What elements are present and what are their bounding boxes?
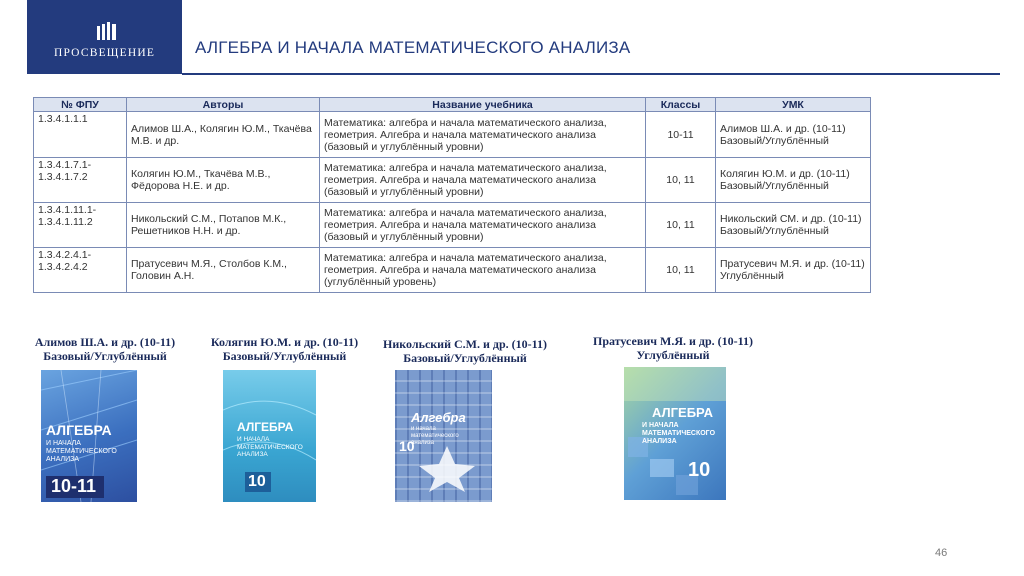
cell-umk: Алимов Ш.А. и др. (10-11) Базовый/Углублённый <box>716 112 871 158</box>
header-umk: УМК <box>716 98 871 112</box>
cell-grades: 10, 11 <box>646 203 716 248</box>
caption-line: Алимов Ш.А. и др. (10-11) <box>34 335 176 349</box>
book-cover-kolyagin <box>223 370 316 502</box>
cover-subtitle: И НАЧАЛА МАТЕМАТИЧЕСКОГО АНАЛИЗА <box>46 440 117 463</box>
cell-title: Математика: алгебра и начала математического анализа, геометрия. Алгебра и начала математического анализа (базовый и углублённый уровни) <box>320 112 646 158</box>
book-caption-nikolsky <box>378 337 552 365</box>
cover-title: Алгебра <box>411 410 466 425</box>
prosveshchenie-logo-icon <box>95 22 117 42</box>
cell-umk: Колягин Ю.М. и др. (10-11) Базовый/Углублённый <box>716 158 871 203</box>
cover-title: АЛГЕБРА <box>46 422 112 438</box>
cell-authors: Пратусевич М.Я., Столбов К.М., Головин А.Н. <box>127 248 320 293</box>
title-divider <box>182 73 1000 75</box>
textbook-table <box>33 97 871 293</box>
table-row <box>34 158 871 203</box>
cover-grade: 10-11 <box>51 476 97 496</box>
cover-subtitle: И НАЧАЛА МАТЕМАТИЧЕСКОГО АНАЛИЗА <box>237 436 303 458</box>
cell-authors: Алимов Ш.А., Колягин Ю.М., Ткачёва М.В. и др. <box>127 112 320 158</box>
cover-subtitle: и начала математического анализа <box>411 426 459 446</box>
page-number: 46 <box>935 547 948 559</box>
cover-grade: 10 <box>688 459 711 481</box>
page-title: АЛГЕБРА И НАЧАЛА МАТЕМАТИЧЕСКОГО АНАЛИЗА <box>195 38 631 57</box>
cell-fpu: 1.3.4.2.4.1- 1.3.4.2.4.2 <box>34 248 127 293</box>
publisher-logo <box>27 0 182 74</box>
table-row <box>34 112 871 158</box>
cover-grade: 10 <box>248 473 266 490</box>
caption-line: Никольский С.М. и др. (10-11) <box>383 337 547 351</box>
caption-line: Базовый/Углублённый <box>403 351 527 365</box>
cell-title: Математика: алгебра и начала математического анализа, геометрия. Алгебра и начала математического анализа (базовый и углублённый уровни) <box>320 203 646 248</box>
cell-title: Математика: алгебра и начала математического анализа, геометрия. Алгебра и начала математического анализа (базовый и углублённый уровни) <box>320 158 646 203</box>
header-textbook-title: Название учебника <box>320 98 646 112</box>
cell-authors: Колягин Ю.М., Ткачёва М.В., Фёдорова Н.Е. и др. <box>127 158 320 203</box>
caption-line: Колягин Ю.М. и др. (10-11) <box>210 335 359 349</box>
cell-title: Математика: алгебра и начала математического анализа, геометрия. Алгебра и начала математического анализа (углублённый уровень) <box>320 248 646 293</box>
cell-grades: 10-11 <box>646 112 716 158</box>
cell-fpu: 1.3.4.1.7.1- 1.3.4.1.7.2 <box>34 158 127 203</box>
table-header-row <box>34 98 871 112</box>
cell-fpu: 1.3.4.1.1.1 <box>34 112 127 158</box>
caption-line: Базовый/Углублённый <box>222 349 347 363</box>
cover-title: АЛГЕБРА <box>237 420 294 434</box>
book-cover-alimov <box>41 370 137 502</box>
book-cover-nikolsky <box>395 370 492 502</box>
book-cover-pratusevich <box>624 367 726 500</box>
book-caption-alimov <box>30 335 180 363</box>
cover-grade: 10 <box>399 438 415 454</box>
book-caption-kolyagin <box>206 335 363 363</box>
cell-umk: Пратусевич М.Я. и др. (10-11) Углублённый <box>716 248 871 293</box>
caption-line: Углублённый <box>636 348 710 362</box>
cover-title: АЛГЕБРА <box>652 405 713 420</box>
header-grades: Классы <box>646 98 716 112</box>
cell-umk: Никольский СМ. и др. (10-11) Базовый/Углублённый <box>716 203 871 248</box>
header-authors: Авторы <box>127 98 320 112</box>
cover-subtitle: И НАЧАЛА МАТЕМАТИЧЕСКОГО АНАЛИЗА <box>642 422 716 445</box>
header-fpu: № ФПУ <box>34 98 127 112</box>
book-caption-pratusevich <box>588 334 758 362</box>
brand-name: ПРОСВЕЩЕНИЕ <box>53 47 156 59</box>
caption-line: Базовый/Углублённый <box>43 349 167 363</box>
table-row <box>34 203 871 248</box>
cell-fpu: 1.3.4.1.11.1- 1.3.4.1.11.2 <box>34 203 127 248</box>
cell-grades: 10, 11 <box>646 158 716 203</box>
snowflake-icon <box>417 444 477 494</box>
cell-authors: Никольский С.М., Потапов М.К., Решетников Н.Н. и др. <box>127 203 320 248</box>
caption-line: Пратусевич М.Я. и др. (10-11) <box>592 334 753 348</box>
cell-grades: 10, 11 <box>646 248 716 293</box>
table-row <box>34 248 871 293</box>
